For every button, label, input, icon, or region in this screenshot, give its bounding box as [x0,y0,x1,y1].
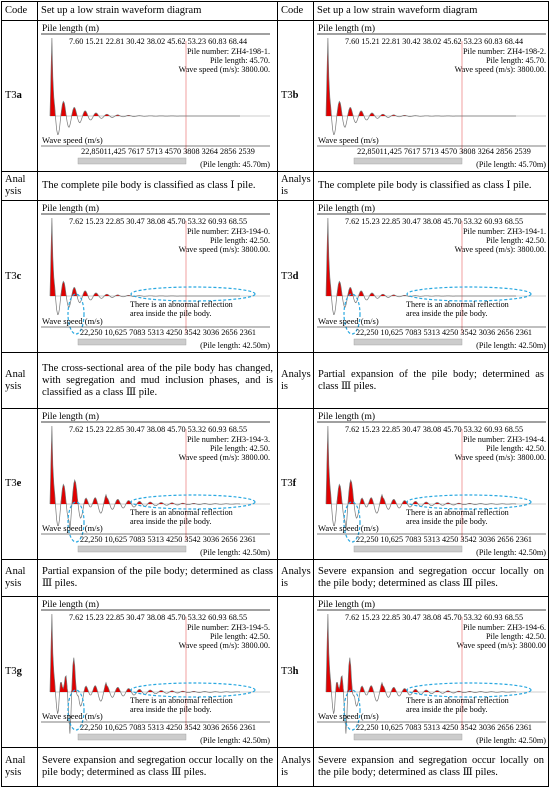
anomaly-ellipse [131,287,255,301]
code-letter: e [16,478,22,489]
pile-length-label: Pile length (m) [318,412,375,422]
pile-length-info: Pile length: 45.70. [209,56,270,65]
analysis-row [2,560,549,597]
code-letter: a [16,90,22,101]
wave-speed-info: Wave speed (m/s): 3800.00. [454,453,546,462]
anomaly-note: There is an abnormal reflection area inside the pile body. [406,508,509,526]
waveform-cell [314,409,549,560]
waveform-table [1,1,549,787]
pile-total-length: (Pile length: 42.50m) [200,548,270,557]
wave-speed-label: Wave speed (m/s) [42,135,103,145]
analysis-text: Partial expansion of the pile body; determined as class Ⅲ piles. [38,560,278,597]
waveform-code [2,201,38,353]
waveform-diagram [38,201,274,352]
waveform-code [278,409,314,560]
pile-number: Pile number: ZH3-194-3. [187,435,270,444]
top-tick-labels: 7.62 15.23 22.85 30.47 38.08 45.70 53.32 60.93 68.55 [68,425,248,434]
pile-length-bar [354,734,462,740]
waveform-diagram [314,409,550,559]
waveform-code [2,21,38,172]
top-tick-labels: 7.62 15.23 22.85 30.47 38.08 45.70 53.32 60.93 68.55 [344,217,524,226]
waveform-diagram [38,409,274,559]
pile-length-label: Pile length (m) [318,24,375,34]
wave-speed-label: Wave speed (m/s) [318,316,379,326]
code-prefix: T3 [5,90,17,101]
code-letter: g [16,666,22,677]
wave-speed-info: Wave speed (m/s): 3800.00. [178,65,270,74]
waveform-diagram [314,597,550,747]
analysis-code: Analys is [278,172,314,201]
pile-number: Pile number: ZH3-194-0. [187,227,270,236]
pile-length-bar [354,546,462,552]
analysis-text: Severe expansion and segregation occur locally on the pile body; determined as class Ⅲ piles. [314,560,549,597]
pile-length-info: Pile length: 42.50. [485,632,546,641]
pile-total-length: (Pile length: 42.50m) [200,736,270,745]
pile-length-bar [354,158,462,164]
anomaly-ellipse [407,287,531,301]
waveform-row [2,409,549,560]
code-letter: h [292,666,299,677]
anomaly-note: There is an abnormal reflection area inside the pile body. [406,696,509,714]
analysis-text: The complete pile body is classified as class Ⅰ pile. [314,172,549,201]
pile-number: Pile number: ZH3-194-1. [463,227,546,236]
waveform-code [2,597,38,748]
table-body [2,21,549,787]
analysis-code: Anal ysis [2,172,38,201]
wave-speed-label: Wave speed (m/s) [318,523,379,533]
waveform-cell [38,597,278,748]
analysis-row [2,353,549,409]
pile-length-bar [78,734,186,740]
code-prefix: T3 [5,270,17,282]
analysis-text: Partial expansion of the pile body; determined as class Ⅲ piles. [314,353,549,409]
top-tick-labels: 7.60 15.21 22.81 30.42 38.02 45.62 53.23 60.83 68.44 [344,37,524,46]
pile-length-info: Pile length: 42.50. [209,632,270,641]
pile-length-label: Pile length (m) [42,204,99,214]
code-prefix: T3 [281,90,293,101]
waveform-diagram [38,597,274,747]
pile-length-bar [78,546,186,552]
top-tick-labels: 7.62 15.23 22.85 30.47 38.08 45.70 53.32 60.93 68.55 [68,217,248,226]
pile-length-label: Pile length (m) [318,204,375,214]
pile-length-label: Pile length (m) [42,600,99,610]
wave-speed-info: Wave speed (m/s): 3800.00 [456,641,546,650]
waveform-cell [38,201,278,353]
top-tick-labels: 7.62 15.23 22.85 30.47 38.08 45.70 53.32 60.93 68.55 [344,425,524,434]
top-tick-labels: 7.62 15.23 22.85 30.47 38.08 45.70 53.32 60.93 68.55 [344,613,524,622]
pile-length-info: Pile length: 45.70. [485,56,546,65]
wave-speed-label: Wave speed (m/s) [42,523,103,533]
bottom-tick-labels: 22,250 10,625 7083 5313 4250 3542 3036 2656 2361 [355,328,533,337]
wave-speed-label: Wave speed (m/s) [42,711,103,721]
analysis-row [2,172,549,201]
waveform-row [2,21,549,172]
pile-total-length: (Pile length: 42.50m) [476,548,546,557]
waveform-diagram [314,201,550,352]
waveform-code [2,409,38,560]
bottom-tick-labels: 22,250 10,625 7083 5313 4250 3542 3036 2656 2361 [79,328,257,337]
wave-speed-info: Wave speed (m/s): 3800.00. [178,245,270,254]
wave-speed-info: Wave speed (m/s): 3800.00. [454,65,546,74]
waveform-code [278,597,314,748]
pile-number: Pile number: ZH3-194-6. [463,623,546,632]
analysis-text: Severe expansion and segregation occur locally on the pile body; determined as class Ⅲ piles. [38,748,278,787]
analysis-code: Anal ysis [2,748,38,787]
wave-speed-label: Wave speed (m/s) [318,135,379,145]
header-code: Code [278,2,314,21]
top-tick-labels: 7.62 15.23 22.85 30.47 38.08 45.70 53.32 60.93 68.55 [68,613,248,622]
top-tick-labels: 7.60 15.21 22.81 30.42 38.02 45.62 53.23 60.83 68.44 [68,37,248,46]
waveform-diagram [314,21,550,171]
bottom-tick-labels: 22,250 10,625 7083 5313 4250 3542 3036 2656 2361 [79,723,257,732]
waveform-cell [314,597,549,748]
code-letter: f [292,478,297,489]
pile-length-info: Pile length: 42.50. [209,444,270,453]
analysis-text: The complete pile body is classified as class Ⅰ pile. [38,172,278,201]
bottom-tick-labels: 22,250 10,625 7083 5313 4250 3542 3036 2656 2361 [355,535,533,544]
analysis-row [2,748,549,787]
waveform-cell [38,21,278,172]
anomaly-note: There is an abnormal reflection area inside the pile body. [406,300,509,318]
pile-length-label: Pile length (m) [42,24,99,34]
analysis-code: Anal ysis [2,560,38,597]
pile-number: Pile number: ZH4-198-2. [463,47,546,56]
code-prefix: T3 [5,666,17,677]
waveform-cell [314,201,549,353]
pile-total-length: (Pile length: 42.50m) [476,341,546,350]
pile-number: Pile number: ZH3-194-4. [463,435,546,444]
pile-number: Pile number: ZH4-198-1. [187,47,270,56]
pile-number: Pile number: ZH3-194-5. [187,623,270,632]
pile-total-length: (Pile length: 42.50m) [200,341,270,350]
code-letter: b [292,90,299,101]
waveform-row [2,597,549,748]
wave-speed-label: Wave speed (m/s) [42,316,103,326]
waveform-cell [38,409,278,560]
pile-length-label: Pile length (m) [318,600,375,610]
anomaly-note: There is an abnormal reflection area inside the pile body. [130,696,233,714]
waveform-cell [314,21,549,172]
pile-length-bar [78,158,186,164]
code-prefix: T3 [5,478,17,489]
analysis-code: Analys is [278,353,314,409]
wave-speed-info: Wave speed (m/s): 3800.00. [178,453,270,462]
header-diagram: Set up a low strain waveform diagram [314,2,549,21]
pile-length-info: Pile length: 42.50. [485,236,546,245]
waveform-code [278,21,314,172]
analysis-text: Severe expansion and segregation occur locally on the pile body; determined as class Ⅲ piles. [314,748,549,787]
waveform-code [278,201,314,353]
pile-length-label: Pile length (m) [42,412,99,422]
analysis-text: The cross-sectional area of the pile body has changed, with segregation and mud inclusion phases, and is classified as a class Ⅲ pile. [38,353,278,409]
bottom-tick-labels: 22,250 10,625 7083 5313 4250 3542 3036 2656 2361 [355,723,533,732]
code-letter: d [292,270,299,282]
code-prefix: T3 [281,478,293,489]
anomaly-note: There is an abnormal reflection area inside the pile body. [130,300,233,318]
header-diagram: Set up a low strain waveform diagram [38,2,278,21]
header-row [2,2,549,21]
bottom-tick-labels: 22,85011,425 7617 5713 4570 3808 3264 2856 2539 [357,147,531,156]
pile-length-bar [78,339,186,345]
wave-speed-info: Wave speed (m/s): 3800.00. [454,245,546,254]
analysis-code: Analys is [278,560,314,597]
pile-length-bar [354,339,462,345]
code-prefix: T3 [281,270,293,282]
waveform-row [2,201,549,353]
waveform-diagram [38,21,274,171]
pile-total-length: (Pile length: 45.70m) [476,160,546,169]
pile-length-info: Pile length: 42.50. [485,444,546,453]
pile-length-info: Pile length: 42.50. [209,236,270,245]
analysis-code: Anal ysis [2,353,38,409]
analysis-code: Analys is [278,748,314,787]
code-prefix: T3 [281,666,293,677]
bottom-tick-labels: 22,250 10,625 7083 5313 4250 3542 3036 2656 2361 [79,535,257,544]
wave-speed-info: Wave speed (m/s): 3800.00. [178,641,270,650]
wave-speed-label: Wave speed (m/s) [318,711,379,721]
code-letter: c [16,270,22,282]
bottom-tick-labels: 22,85011,425 7617 5713 4570 3808 3264 2856 2539 [81,147,255,156]
pile-total-length: (Pile length: 45.70m) [200,160,270,169]
header-code: Code [2,2,38,21]
pile-total-length: (Pile length: 42.50m) [476,736,546,745]
anomaly-note: There is an abnormal reflection area inside the pile body. [130,508,233,526]
